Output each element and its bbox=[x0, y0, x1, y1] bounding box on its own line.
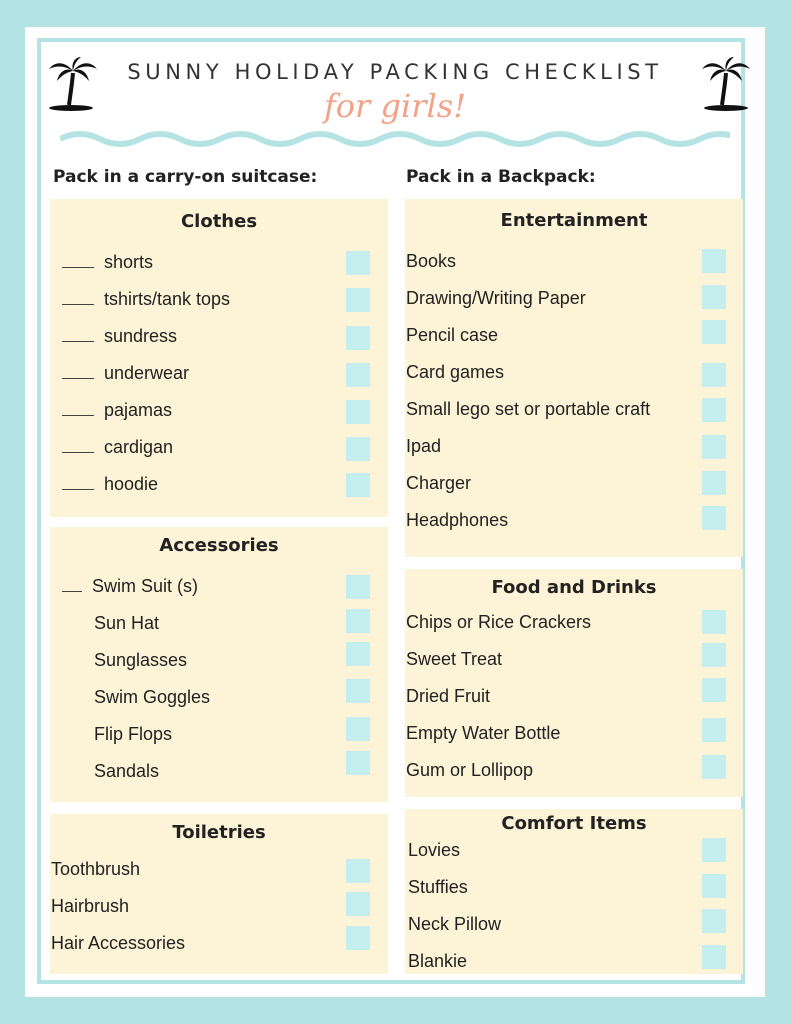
checkbox[interactable] bbox=[702, 249, 726, 273]
blank-line bbox=[62, 488, 94, 490]
checkbox[interactable] bbox=[346, 251, 370, 275]
list-item: Chips or Rice Crackers bbox=[406, 612, 592, 632]
checkbox[interactable] bbox=[346, 751, 370, 775]
list-item: Drawing/Writing Paper bbox=[406, 288, 586, 308]
checkbox[interactable] bbox=[346, 363, 370, 387]
food-title: Food and Drinks bbox=[491, 577, 657, 598]
list-item bbox=[62, 576, 198, 597]
checkbox[interactable] bbox=[702, 363, 726, 387]
list-item: Hairbrush bbox=[51, 896, 130, 916]
checkbox[interactable] bbox=[702, 909, 726, 933]
list-item bbox=[62, 289, 230, 310]
list-item bbox=[62, 326, 177, 347]
toiletries-panel bbox=[50, 814, 388, 974]
item-label: shorts bbox=[104, 252, 154, 272]
list-item: Dried Fruit bbox=[406, 686, 491, 706]
list-item bbox=[62, 363, 189, 384]
item-label: pajamas bbox=[104, 400, 173, 420]
checkbox[interactable] bbox=[346, 859, 370, 883]
list-item: Stuffies bbox=[408, 877, 468, 897]
checkbox[interactable] bbox=[346, 326, 370, 350]
comfort-title: Comfort Items bbox=[501, 813, 647, 834]
wave-divider bbox=[60, 129, 730, 149]
checkbox[interactable] bbox=[702, 718, 726, 742]
blank-line bbox=[62, 303, 94, 305]
item-label: hoodie bbox=[104, 474, 159, 494]
checkbox[interactable] bbox=[702, 643, 726, 667]
checkbox[interactable] bbox=[702, 435, 726, 459]
checkbox[interactable] bbox=[702, 755, 726, 779]
blank-line bbox=[62, 451, 94, 453]
blank-line bbox=[62, 266, 94, 268]
checkbox[interactable] bbox=[702, 838, 726, 862]
list-item: Card games bbox=[406, 362, 505, 382]
checkbox[interactable] bbox=[702, 945, 726, 969]
list-item bbox=[62, 252, 153, 273]
list-item: Flip Flops bbox=[94, 724, 173, 744]
page-subtitle: for girls! bbox=[323, 87, 467, 125]
list-item: Swim Goggles bbox=[94, 687, 211, 707]
checkbox[interactable] bbox=[702, 678, 726, 702]
list-item: Neck Pillow bbox=[408, 914, 502, 934]
blank-line bbox=[62, 340, 94, 342]
list-item: Sweet Treat bbox=[406, 649, 503, 669]
item-label: underwear bbox=[104, 363, 190, 383]
list-item bbox=[62, 437, 173, 458]
list-item: Books bbox=[406, 251, 457, 271]
item-label: Swim Suit (s) bbox=[92, 576, 199, 596]
food-panel bbox=[405, 569, 743, 797]
blank-line bbox=[62, 377, 94, 379]
clothes-panel bbox=[50, 199, 388, 517]
toiletries-title: Toiletries bbox=[172, 822, 266, 843]
checkbox[interactable] bbox=[346, 400, 370, 424]
entertainment-title: Entertainment bbox=[500, 210, 648, 231]
blank-line bbox=[62, 414, 94, 416]
list-item: Lovies bbox=[408, 840, 461, 860]
checkbox[interactable] bbox=[702, 610, 726, 634]
carry-on-heading: Pack in a carry-on suitcase: bbox=[53, 167, 318, 187]
item-label: tshirts/tank tops bbox=[104, 289, 231, 309]
item-label: cardigan bbox=[104, 437, 174, 457]
checkbox[interactable] bbox=[346, 892, 370, 916]
checkbox[interactable] bbox=[346, 679, 370, 703]
page-title: SUNNY HOLIDAY PACKING CHECKLIST bbox=[127, 60, 663, 84]
list-item bbox=[62, 474, 158, 495]
checkbox[interactable] bbox=[702, 471, 726, 495]
list-item: Hair Accessories bbox=[51, 933, 186, 953]
checkbox[interactable] bbox=[702, 874, 726, 898]
clothes-title: Clothes bbox=[180, 211, 258, 232]
checkbox[interactable] bbox=[702, 398, 726, 422]
list-item: Sandals bbox=[94, 761, 160, 781]
entertainment-panel bbox=[405, 199, 743, 557]
list-item: Headphones bbox=[406, 510, 509, 530]
checkbox[interactable] bbox=[702, 285, 726, 309]
accessories-panel bbox=[50, 527, 388, 802]
list-item: Ipad bbox=[406, 436, 442, 456]
list-item: Sunglasses bbox=[94, 650, 188, 670]
list-item: Blankie bbox=[408, 951, 468, 971]
checkbox[interactable] bbox=[346, 642, 370, 666]
checkbox[interactable] bbox=[346, 473, 370, 497]
list-item: Sun Hat bbox=[94, 613, 160, 633]
checkbox[interactable] bbox=[346, 926, 370, 950]
list-item: Empty Water Bottle bbox=[406, 723, 561, 743]
checkbox[interactable] bbox=[346, 437, 370, 461]
checkbox[interactable] bbox=[702, 320, 726, 344]
item-label: sundress bbox=[104, 326, 178, 346]
list-item: Pencil case bbox=[406, 325, 499, 345]
checkbox[interactable] bbox=[346, 288, 370, 312]
list-item: Toothbrush bbox=[51, 859, 141, 879]
blank-line bbox=[62, 590, 82, 592]
list-item: Small lego set or portable craft bbox=[406, 399, 651, 419]
comfort-panel bbox=[405, 809, 743, 974]
checkbox[interactable] bbox=[346, 717, 370, 741]
list-item: Gum or Lollipop bbox=[406, 760, 534, 780]
accessories-title: Accessories bbox=[159, 535, 279, 556]
list-item: Charger bbox=[406, 473, 472, 493]
checkbox[interactable] bbox=[702, 506, 726, 530]
checkbox[interactable] bbox=[346, 609, 370, 633]
checklist-page bbox=[25, 27, 765, 997]
checkbox[interactable] bbox=[346, 575, 370, 599]
backpack-heading: Pack in a Backpack: bbox=[406, 167, 596, 187]
list-item bbox=[62, 400, 172, 421]
